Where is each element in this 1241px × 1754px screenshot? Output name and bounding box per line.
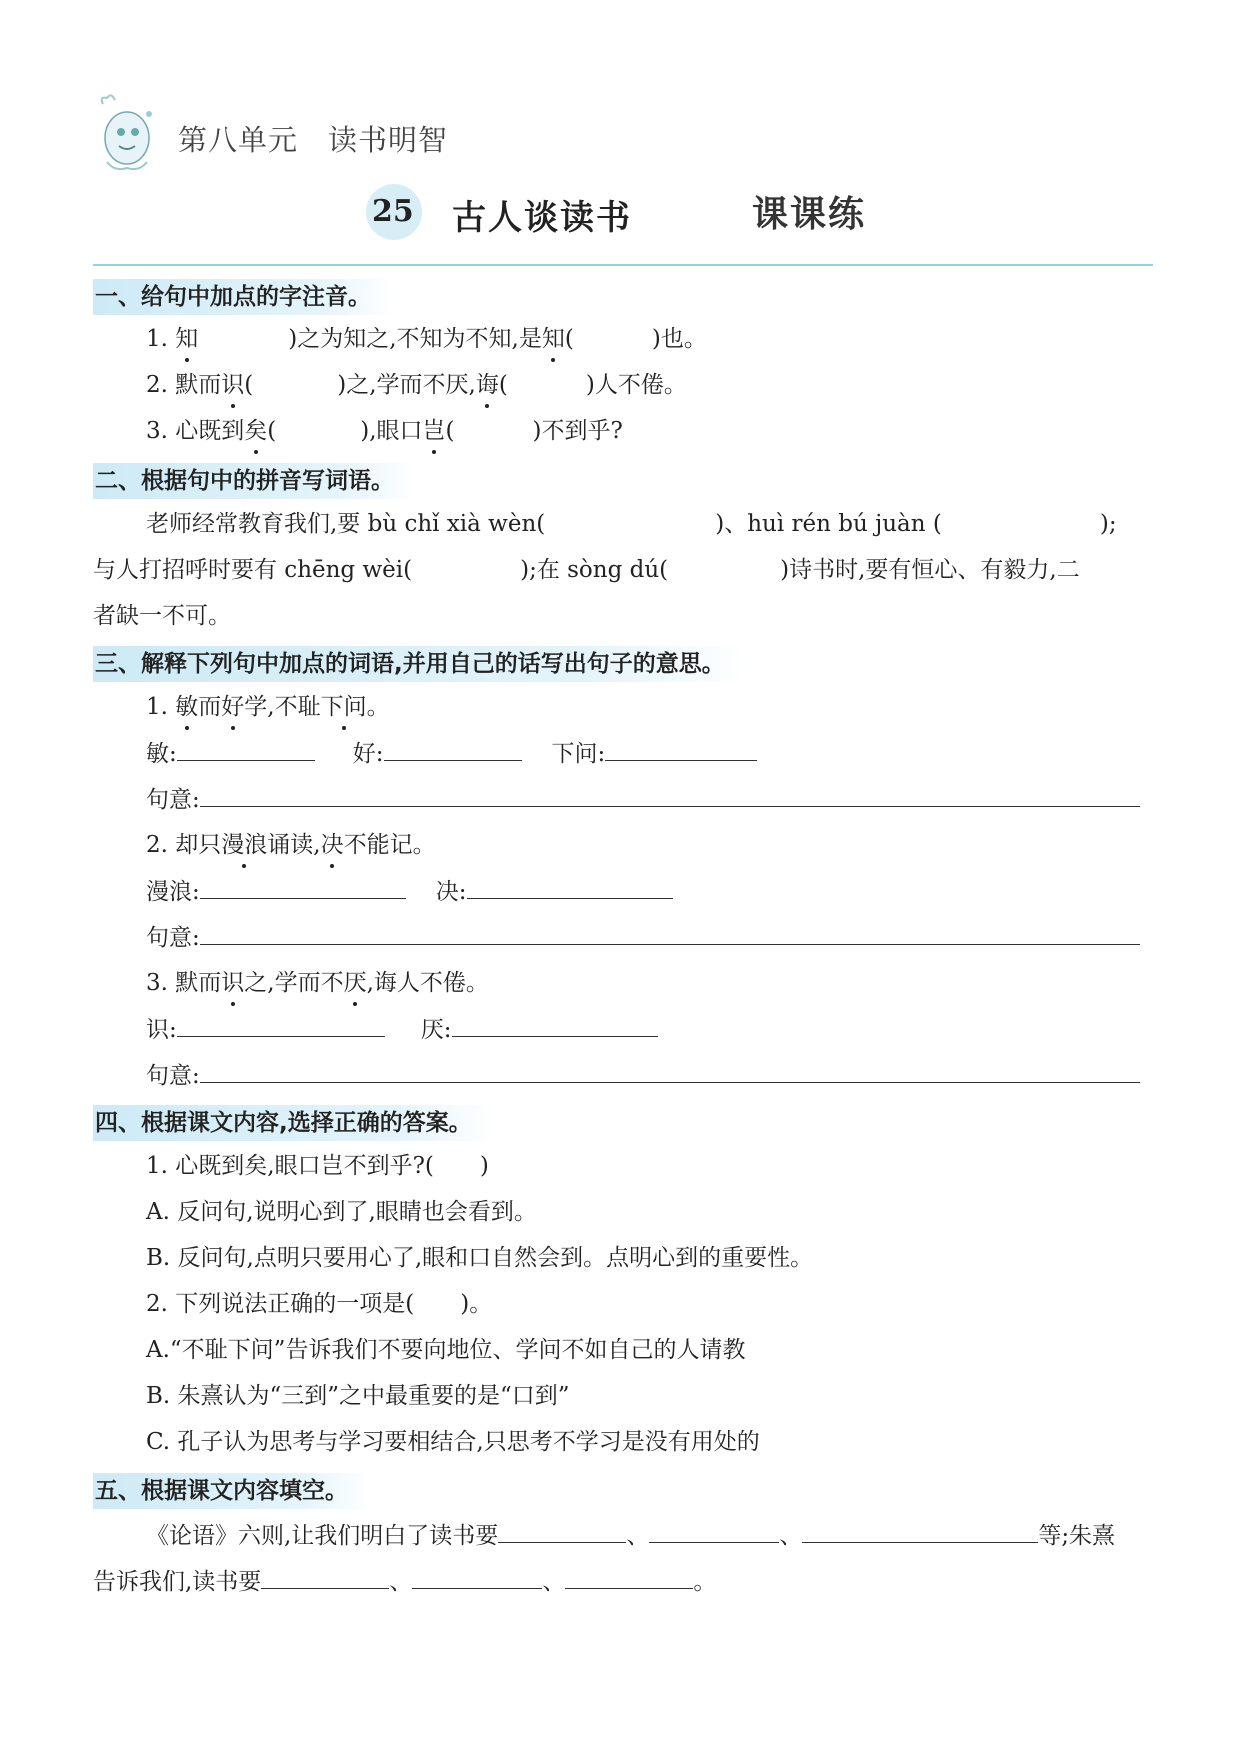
s5-blank-4[interactable] — [261, 1564, 389, 1589]
header-divider — [93, 264, 1153, 266]
s4-q2-option-c[interactable]: C. 孔子认为思考与学习要相结合,只思考不学习是没有用处的 — [146, 1429, 760, 1455]
s3-q1-answers: 敏: 好: 下问: — [146, 736, 757, 771]
lesson-title: 古人谈读书 — [452, 198, 632, 238]
section-5-title: 五、根据课文内容填空。 — [93, 1473, 370, 1509]
section-4-title: 四、根据课文内容,选择正确的答案。 — [93, 1105, 494, 1141]
s4-q1-option-a[interactable]: A. 反问句,说明心到了,眼睛也会看到。 — [146, 1199, 537, 1225]
s5-blank-2[interactable] — [649, 1518, 779, 1543]
s3-question-1: 1. 敏而好学,不耻下问。 — [146, 690, 390, 724]
section-2-title: 二、根据句中的拼音写词语。 — [93, 463, 416, 499]
mascot-illustration — [93, 92, 161, 176]
s2-line-2: 与人打招呼时要有 chēng wèi( );在 sòng dú( )诗书时,要有恒心、有毅力,二 — [93, 557, 1080, 583]
s1-q1-dotted-1: 知 — [175, 322, 198, 356]
s4-question-2: 2. 下列说法正确的一项是( )。 — [146, 1291, 493, 1317]
s3-question-2: 2. 却只漫浪诵读,决不能记。 — [146, 828, 436, 862]
s3-q2-meaning-blank[interactable] — [200, 920, 1140, 945]
section-1-title: 一、给句中加点的字注音。 — [93, 279, 393, 315]
s3-q1-blank-2[interactable] — [384, 736, 522, 761]
s5-blank-6[interactable] — [565, 1564, 693, 1589]
s5-blank-3[interactable] — [802, 1518, 1038, 1543]
s2-line-1: 老师经常教育我们,要 bù chǐ xià wèn( )、huì rén bú juàn ( ); — [146, 511, 1117, 537]
section-3-title: 三、解释下列句中加点的词语,并用自己的话写出句子的意思。 — [93, 646, 747, 682]
s4-q1-option-b[interactable]: B. 反问句,点明只要用心了,眼和口自然会到。点明心到的重要性。 — [146, 1245, 814, 1271]
s1-question-3: 3. 心既到矣( ),眼口岂( )不到乎? — [146, 414, 623, 448]
s2-line-3: 者缺一不可。 — [93, 603, 231, 629]
s3-q3-blank-2[interactable] — [452, 1012, 658, 1037]
s5-blank-5[interactable] — [412, 1564, 542, 1589]
s4-question-1: 1. 心既到矣,眼口岂不到乎?( ) — [146, 1153, 489, 1179]
s3-q2-answers: 漫浪: 决: — [146, 874, 673, 909]
lesson-type: 课课练 — [752, 194, 867, 235]
s5-blank-1[interactable] — [498, 1518, 626, 1543]
s3-q1-meaning-blank[interactable] — [200, 782, 1140, 807]
s4-q2-option-b[interactable]: B. 朱熹认为“三到”之中最重要的是“口到” — [146, 1383, 570, 1409]
s3-q2-meaning: 句意: — [146, 920, 1140, 955]
s3-q1-blank-3[interactable] — [605, 736, 757, 761]
unit-title: 第八单元 读书明智 — [178, 123, 449, 157]
s3-q3-meaning: 句意: — [146, 1058, 1140, 1093]
s3-q2-blank-1[interactable] — [200, 874, 406, 899]
s5-line-1: 《论语》六则,让我们明白了读书要 、 、 等;朱熹 — [146, 1518, 1115, 1553]
s3-question-3: 3. 默而识之,学而不厌,诲人不倦。 — [146, 966, 489, 1000]
s3-q3-meaning-blank[interactable] — [200, 1058, 1140, 1083]
s3-q3-answers: 识: 厌: — [146, 1012, 658, 1047]
lesson-number: 25 — [372, 194, 414, 229]
s3-q3-blank-1[interactable] — [177, 1012, 385, 1037]
s1-question-1: 1. 知 )之为知之,不知为不知,是知( )也。 — [146, 322, 707, 356]
s3-q2-blank-2[interactable] — [467, 874, 673, 899]
s5-line-2: 告诉我们,读书要 、 、 。 — [93, 1564, 716, 1599]
s3-q1-blank-1[interactable] — [177, 736, 315, 761]
s4-q2-option-a[interactable]: A.“不耻下问”告诉我们不要向地位、学问不如自己的人请教 — [146, 1337, 746, 1363]
s3-q1-meaning: 句意: — [146, 782, 1140, 817]
s1-question-2: 2. 默而识( )之,学而不厌,诲( )人不倦。 — [146, 368, 687, 402]
lesson-number-badge — [366, 184, 422, 240]
